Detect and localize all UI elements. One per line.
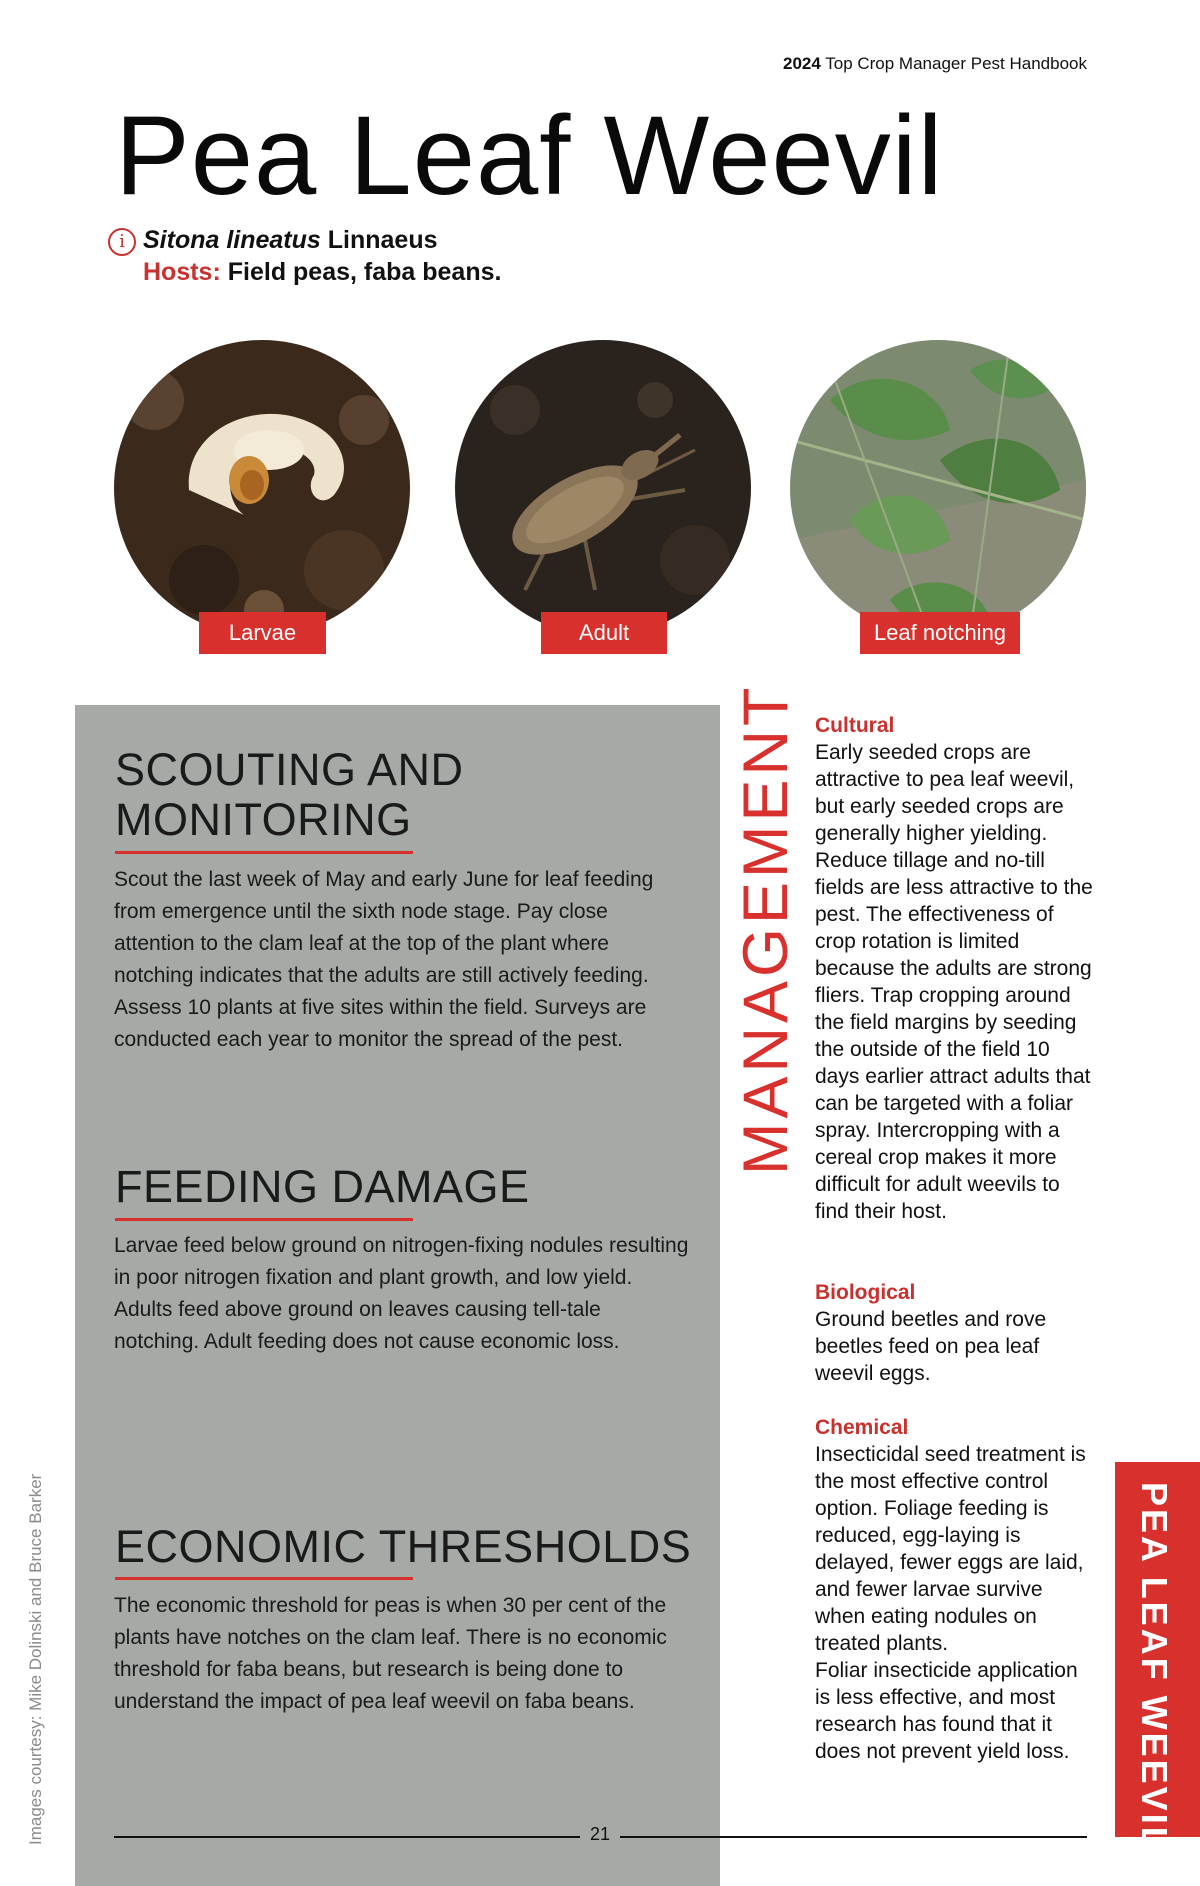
footer-rule-left — [114, 1836, 580, 1838]
management-vertical-heading: MANAGEMENT — [731, 683, 801, 1175]
hosts-line — [143, 258, 501, 287]
scouting-title-line2: MONITORING — [115, 793, 412, 845]
species-name — [143, 226, 438, 255]
footer-rule-right — [620, 1836, 1087, 1838]
larvae-photo — [114, 340, 410, 636]
cultural-body: Early seeded crops are attractive to pea leaf weevil, but early seeded crops are generally higher yielding. Reduce tillage and no-till fields are less attractive to the pest. The effectiveness of crop rotation is limited because the adults are strong fliers. Trap cropping around the field margins by seeding the outside of the field 10 days earlier attract adults that can be targeted with a foliar spray. Intercropping with a cereal crop makes it more difficult for adult weevils to find their host. — [815, 741, 1093, 1223]
scouting-body: Scout the last week of May and early June for leaf feeding from emergence until the sixth node stage. Pay close attention to the clam leaf at the top of the plant where notching indicates that the adults are still actively feeding. Assess 10 plants at five sites within the field. Surveys are conducted each year to monitor the spread of the pest. — [114, 868, 654, 1051]
side-tab-label: PEA LEAF WEEVIL — [1134, 1482, 1175, 1852]
leaf-notching-photo — [790, 340, 1086, 636]
hosts-value: Field peas, faba beans. — [227, 258, 502, 286]
chemical-body-2: Foliar insecticide application is less effective, and most research has found that it does not prevent yield loss. — [815, 1659, 1078, 1763]
scouting-title — [115, 745, 464, 844]
scouting-rule — [115, 851, 413, 854]
management-chemical — [815, 1414, 1095, 1765]
photo-label-adult: Adult — [541, 612, 667, 654]
thresholds-body: The economic threshold for peas is when 30 per cent of the plants have notches on the clam leaf. There is no economic threshold for faba beans, but research is being done to understand the impact of pea leaf weevil on faba beans. — [114, 1594, 667, 1713]
photo-label-leaf-notching: Leaf notching — [860, 612, 1020, 654]
management-cultural — [815, 712, 1095, 1225]
chemical-body-1: Insecticidal seed treatment is the most effective control option. Foliage feeding is reduced, egg-laying is delayed, fewer eggs are laid, and fewer larvae survive when eating nodules on treated plants. — [815, 1443, 1086, 1655]
page-number: 21 — [589, 1824, 611, 1844]
page-title: Pea Leaf Weevil — [115, 93, 944, 218]
leaf-notching-image — [790, 340, 1086, 636]
larvae-image — [114, 340, 410, 636]
feeding-title: FEEDING DAMAGE — [115, 1161, 530, 1212]
adult-image — [455, 340, 751, 636]
adult-photo — [455, 340, 751, 636]
biological-body: Ground beetles and rove beetles feed on pea leaf weevil eggs. — [815, 1308, 1047, 1385]
feeding-body: Larvae feed below ground on nitrogen-fixing nodules resulting in poor nitrogen fixation and plant growth, and low yield. Adults feed above ground on leaves causing tell-tale notching. Adult feeding does not cause economic loss. — [114, 1234, 689, 1353]
info-icon: i — [108, 228, 136, 256]
scouting-title-line1: SCOUTING AND — [115, 744, 464, 795]
thresholds-title: ECONOMIC THRESHOLDS — [115, 1521, 692, 1572]
header-year: 2024 — [782, 54, 821, 73]
chemical-heading: Chemical — [815, 1416, 909, 1439]
thresholds-rule — [115, 1577, 413, 1580]
publication-header — [783, 54, 1087, 74]
feeding-rule — [115, 1218, 413, 1221]
management-biological — [815, 1279, 1095, 1387]
photo-label-larvae: Larvae — [199, 612, 326, 654]
header-publication: Top Crop Manager Pest Handbook — [825, 54, 1087, 73]
cultural-heading: Cultural — [815, 714, 895, 737]
image-credit: Images courtesy: Mike Dolinski and Bruce Barker — [26, 1473, 45, 1845]
biological-heading: Biological — [815, 1281, 916, 1304]
species-authority: Linnaeus — [327, 226, 438, 254]
species-latin: Sitona lineatus — [143, 226, 321, 254]
hosts-label: Hosts: — [143, 258, 221, 286]
